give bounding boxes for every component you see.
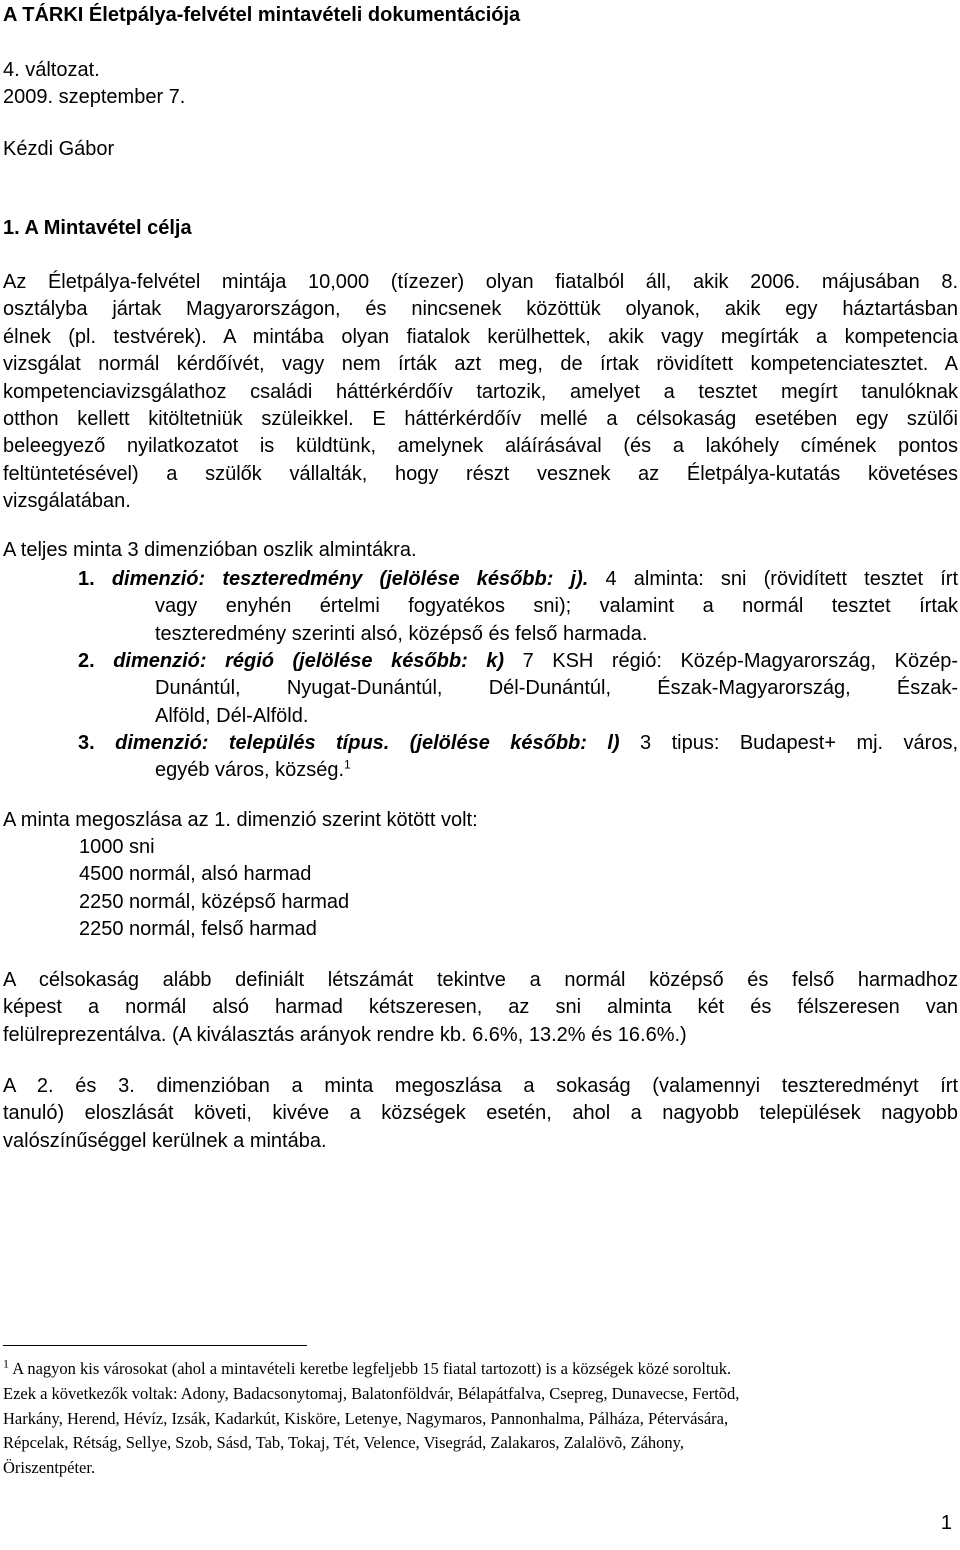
paragraph-line: A célsokaság alább definiált létszámát tekintve a normál középső és felső harmadhoz	[3, 969, 958, 991]
paragraph-1	[3, 269, 958, 516]
dimension-text: egyéb város, község.	[155, 759, 344, 782]
dimension-number: 1.	[78, 568, 95, 590]
dimension-label: dimenzió: település típus. (jelölése később: l)	[115, 732, 620, 754]
footnote-line: Répcelak, Rétság, Sellye, Szob, Sásd, Tab, Tokaj, Tét, Velence, Visegrád, Zalakaros, Zalalövõ, Záhony,	[3, 1433, 684, 1453]
dimension-text: 3 tipus: Budapest+ mj. város,	[640, 732, 959, 754]
dimension-label: dimenzió: teszteredmény (jelölése később: j).	[111, 568, 589, 590]
paragraph-4	[3, 1073, 958, 1155]
paragraph-line: tanuló) eloszlását követi, kivéve a községek esetén, ahol a nagyobb települések nagyobb	[3, 1102, 958, 1125]
paragraph-line: feltüntetésével) a szülők vállalták, hogy részt vesznek az Életpálya-kutatás követéses	[3, 462, 958, 485]
dimension-first-line	[78, 648, 958, 675]
footnote-line: Öriszentpéter.	[3, 1458, 96, 1478]
paragraph-line: osztályba jártak Magyarországon, és nincsenek közöttük olyanok, akik egy háztartásban	[3, 298, 958, 321]
distribution-intro: A minta megoszlása az 1. dimenzió szerint kötött volt:	[3, 809, 478, 831]
version-label: 4. változat.	[3, 59, 100, 81]
dimension-first-line	[78, 730, 958, 757]
dimension-line: Alföld, Dél-Alföld.	[155, 704, 309, 727]
paragraph-line: valószínűséggel kerülnek a mintába.	[3, 1129, 327, 1152]
paragraph-line: Az Életpálya-felvétel mintája 10,000 (tízezer) olyan fiatalból áll, akik 2006. májusában 8.	[3, 271, 958, 293]
date-label: 2009. szeptember 7.	[3, 86, 186, 108]
dimension-line: vagy enyhén értelmi fogyatékos sni); valamint a normál tesztet írtak	[155, 595, 958, 618]
paragraph-line: élnek (pl. testvérek). A mintába olyan fiatalok kerülhettek, akik vagy megírták a kompetencia	[3, 325, 958, 348]
footnote-line	[3, 1357, 948, 1382]
distribution-list	[79, 834, 349, 943]
footnote-separator	[3, 1345, 307, 1346]
distribution-item: 1000 sni	[79, 836, 155, 858]
dimension-label: dimenzió: régió (jelölése később: k)	[113, 650, 505, 672]
dimension-first-line	[78, 566, 958, 593]
dimension-number: 3.	[78, 732, 95, 754]
paragraph-line: vizsgálat normál kérdőívét, vagy nem írták azt meg, de írtak rövidített kompetenciatesztet. A	[3, 353, 958, 376]
dimension-text: 7 KSH régió: Közép-Magyarország, Közép-	[522, 650, 958, 672]
footnote-line: Ezek a következők voltak: Adony, Badacsonytomaj, Balatonföldvár, Bélapátfalva, Csepreg, Dunavecse, Fertõd,	[3, 1383, 740, 1403]
paragraph-2: A teljes minta 3 dimenzióban oszlik almintákra.	[3, 539, 417, 561]
dimension-line: teszteredmény szerinti alsó, középső és felső harmada.	[155, 622, 648, 645]
paragraph-line: képest a normál alsó harmad kétszeresen, az sni alminta két és félszeresen van	[3, 996, 958, 1019]
paragraph-3	[3, 967, 958, 1049]
dimension-item-2	[78, 648, 958, 730]
dimension-text: 4 alminta: sni (rövidített tesztet írt	[605, 568, 958, 590]
dimension-number: 2.	[78, 650, 95, 672]
footnote	[3, 1357, 948, 1481]
dimension-line	[78, 757, 958, 784]
footnote-text: A nagyon kis városokat (ahol a mintavételi keretbe legfeljebb 15 fiatal tartozott) is a községek közé soroltuk.	[12, 1359, 732, 1378]
footnote-line: Harkány, Herend, Hévíz, Izsák, Kadarkút, Kisköre, Letenye, Nagymaros, Pannonhalma, Pálháza, Pétervására,	[3, 1408, 729, 1428]
distribution-item: 2250 normál, középső harmad	[79, 890, 350, 913]
footnote-mark: 1	[3, 1356, 9, 1371]
document-title: A TÁRKI Életpálya-felvétel mintavételi dokumentációja	[3, 4, 521, 26]
paragraph-line: felülreprezentálva. (A kiválasztás arányok rendre kb. 6.6%, 13.2% és 16.6%.)	[3, 1023, 687, 1046]
author-label: Kézdi Gábor	[3, 138, 115, 160]
distribution-item: 4500 normál, alsó harmad	[79, 863, 312, 886]
paragraph-line: kompetenciavizsgálathoz családi háttérkérdőív tartozik, amelyet a tesztet megírt tanulóknak	[3, 380, 958, 403]
dimension-item-1	[78, 566, 958, 648]
section-heading: 1. A Mintavétel célja	[3, 217, 192, 239]
paragraph-line: vizsgálatában.	[3, 490, 131, 513]
paragraph-line: A 2. és 3. dimenzióban a minta megoszlása a sokaság (valamennyi teszteredményt írt	[3, 1075, 958, 1097]
paragraph-line: otthon kellett kitöltetniük szüleikkel. E háttérkérdőív mellé a célsokaság esetében egy szülői	[3, 408, 958, 431]
page-number: 1	[940, 1512, 952, 1534]
paragraph-line: beleegyező nyilatkozatot is küldtünk, amelynek aláírásával (és a lakóhely címének pontos	[3, 435, 958, 458]
dimension-item-3	[78, 730, 958, 785]
footnote-reference[interactable]: 1	[344, 757, 351, 772]
dimension-line: Dunántúl, Nyugat-Dunántúl, Dél-Dunántúl, Észak-Magyarország, Észak-	[155, 677, 958, 700]
distribution-item: 2250 normál, felső harmad	[79, 917, 317, 940]
